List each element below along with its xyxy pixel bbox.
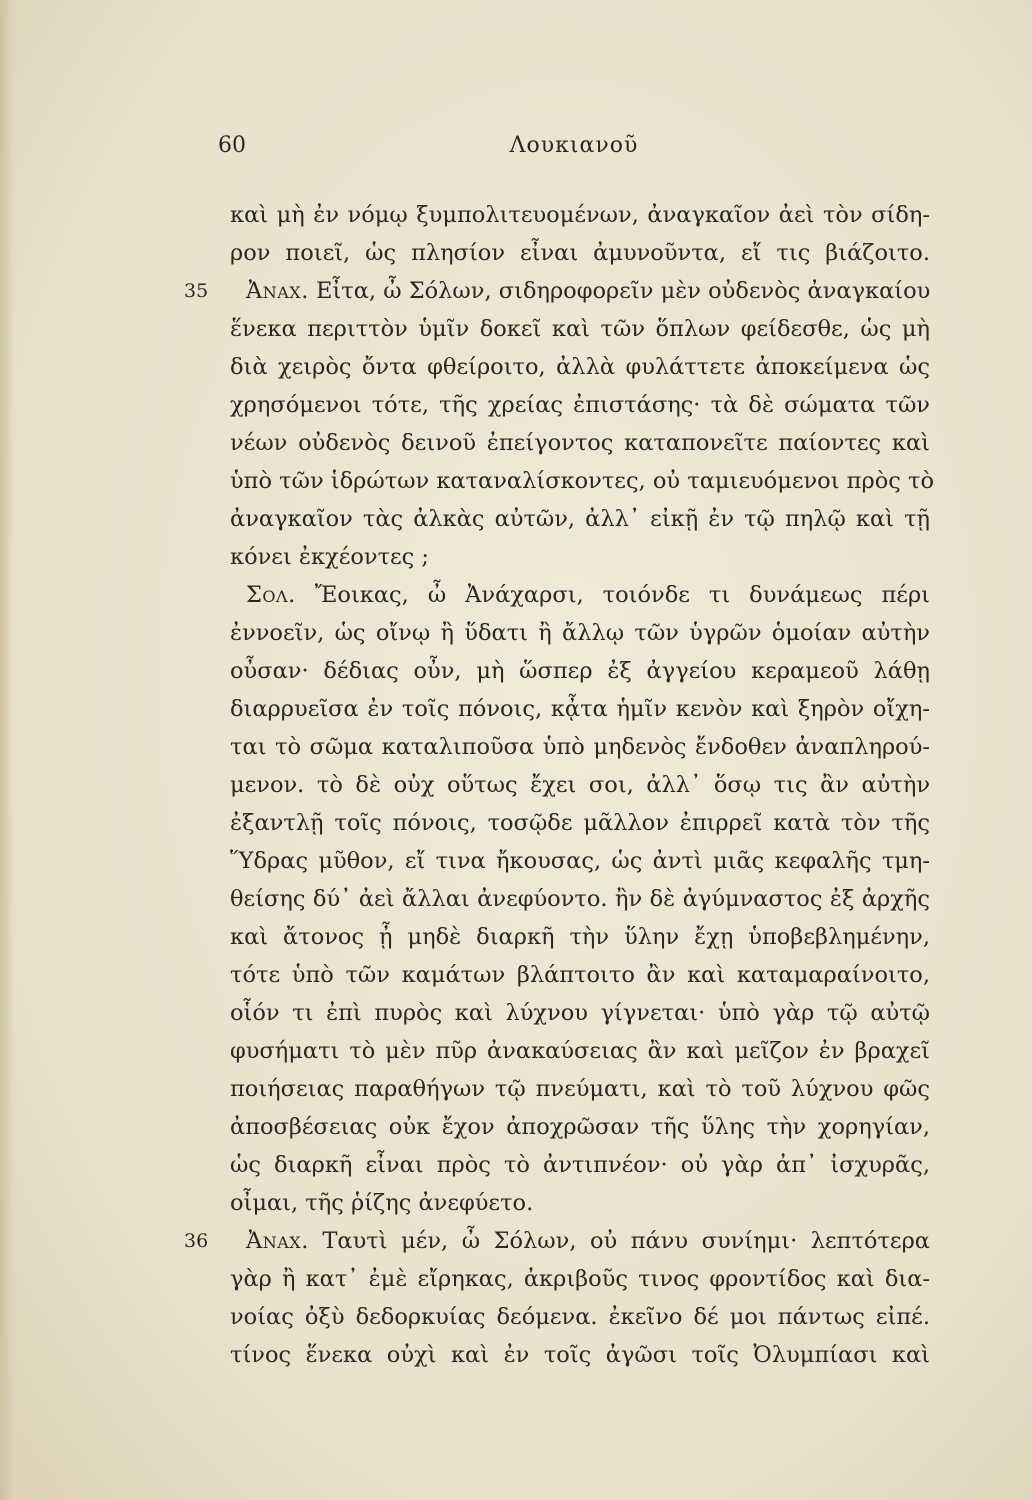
line-text: ται τὸ σῶμα καταλιποῦσα ὑπὸ μηδενὸς ἔνδοθεν ἀναπληρού- bbox=[230, 734, 930, 760]
line-text: ἐννοεῖν, ὡς οἴνῳ ἢ ὕδατι ἢ ἄλλῳ τῶν ὑγρῶν ὁμοίαν αὐτὴν bbox=[230, 620, 930, 646]
section-number: 36 bbox=[184, 1230, 209, 1252]
text-line bbox=[230, 1032, 930, 1070]
text-line bbox=[230, 766, 930, 804]
text-line bbox=[230, 234, 930, 272]
line-text: ἀποσβέσειας οὐκ ἔχον ἀποχρῶσαν τῆς ὕλης τὴν χορηγίαν, bbox=[230, 1114, 930, 1140]
line-text: γὰρ ἢ κατ᾽ ἐμὲ εἴρηκας, ἀκριβοῦς τινος φροντίδος καὶ δια- bbox=[230, 1266, 930, 1292]
text-line bbox=[230, 1336, 930, 1374]
line-text: ἕνεκα περιττὸν ὑμῖν δοκεῖ καὶ τῶν ὅπλων φείδεσθε, ὡς μὴ bbox=[230, 316, 930, 342]
text-line bbox=[230, 462, 934, 500]
text-line bbox=[230, 1146, 930, 1184]
text-line bbox=[230, 1260, 930, 1298]
line-text: ὑπὸ τῶν ἱδρώτων καταναλίσκοντες, οὐ ταμιευόμενοι πρὸς τὸ bbox=[230, 468, 934, 494]
text-line bbox=[184, 272, 931, 310]
text-line bbox=[230, 1070, 930, 1108]
line-text: ποιήσειας παραθήγων τῷ πνεύματι, καὶ τὸ τοῦ λύχνου φῶς bbox=[230, 1076, 930, 1102]
text-line bbox=[230, 994, 930, 1032]
page-header bbox=[218, 133, 930, 165]
line-text: Ὕδρας μῦθον, εἴ τινα ἤκουσας, ὡς ἀντὶ μιᾶς κεφαλῆς τμη- bbox=[230, 848, 930, 874]
line-text: μενον. τὸ δὲ οὐχ οὕτως ἔχει σοι, ἀλλ᾽ ὅσῳ τις ἂν αὐτὴν bbox=[230, 772, 930, 798]
text-line bbox=[230, 424, 930, 462]
line-text: διὰ χειρὸς ὄντα φθείροιτο, ἀλλὰ φυλάττετε ἀποκείμενα ὡς bbox=[230, 354, 930, 380]
speaker-name: Σολ. bbox=[246, 582, 296, 608]
text-line bbox=[230, 386, 930, 424]
line-text: ρον ποιεῖ, ὡς πλησίον εἶναι ἀμυνοῦντα, εἴ τις βιάζοιτο. bbox=[230, 240, 930, 266]
line-text: θείσης δύ᾽ ἀεὶ ἄλλαι ἀνεφύοντο. ἢν δὲ ἀγύμναστος ἐξ ἀρχῆς bbox=[230, 886, 930, 912]
text-line bbox=[230, 918, 930, 956]
line-text: καὶ ἄτονος ᾖ μηδὲ διαρκῆ τὴν ὕλην ἔχῃ ὑποβεβλημένην, bbox=[230, 924, 930, 950]
text-line bbox=[230, 880, 930, 918]
text-line bbox=[230, 652, 930, 690]
line-text: τότε ὑπὸ τῶν καμάτων βλάπτοιτο ἂν καὶ καταμαραίνοιτο, bbox=[230, 962, 930, 988]
text-line bbox=[230, 348, 930, 386]
line-text: Ταυτὶ μέν, ὦ Σόλων, οὐ πάνυ συνίημι· λεπτότερα bbox=[322, 1228, 930, 1254]
line-text: ἀναγκαῖον τὰς ἀλκὰς αὐτῶν, ἀλλ᾽ εἰκῇ ἐν τῷ πηλῷ καὶ τῇ bbox=[230, 506, 930, 532]
text-line bbox=[230, 842, 930, 880]
text-line bbox=[230, 690, 930, 728]
text-line bbox=[230, 1108, 930, 1146]
line-text: τίνος ἕνεκα οὐχὶ καὶ ἐν τοῖς ἀγῶσι τοῖς Ὀλυμπίασι καὶ bbox=[230, 1342, 930, 1368]
text-line bbox=[230, 538, 930, 576]
text-line bbox=[230, 804, 930, 842]
line-text: κόνει ἐκχέοντες ; bbox=[230, 544, 430, 570]
line-text: φυσήματι τὸ μὲν πῦρ ἀνακαύσειας ἂν καὶ μεῖζον ἐν βραχεῖ bbox=[230, 1038, 930, 1064]
line-text: οἶμαι, τῆς ῥίζης ἀνεφύετο. bbox=[230, 1190, 534, 1216]
section-number: 35 bbox=[184, 280, 209, 302]
text-line bbox=[230, 1184, 930, 1222]
text-line bbox=[184, 1222, 930, 1260]
text-line bbox=[230, 728, 930, 766]
text-line bbox=[230, 196, 930, 234]
page-number: 60 bbox=[218, 133, 246, 158]
speaker-name: Ἀναχ. bbox=[246, 278, 309, 304]
speaker-name: Ἀναχ. bbox=[246, 1228, 309, 1254]
line-text: καὶ μὴ ἐν νόμῳ ξυμπολιτευομένων, ἀναγκαῖον ἀεὶ τὸν σίδη- bbox=[230, 202, 930, 228]
text-block bbox=[184, 196, 934, 1374]
line-text: ὡς διαρκῆ εἶναι πρὸς τὸ ἀντιπνέον· οὐ γὰρ ἀπ᾽ ἰσχυρᾶς, bbox=[230, 1152, 930, 1178]
text-line bbox=[230, 1298, 930, 1336]
running-title: Λουκιανοῦ bbox=[509, 133, 639, 158]
text-line bbox=[230, 956, 930, 994]
line-text: ἐξαντλῇ τοῖς πόνοις, τοσῷδε μᾶλλον ἐπιρρεῖ κατὰ τὸν τῆς bbox=[230, 810, 930, 836]
line-text: οὖσαν· δέδιας οὖν, μὴ ὥσπερ ἐξ ἀγγείου κεραμεοῦ λάθῃ bbox=[230, 658, 930, 684]
line-text: Εἶτα, ὦ Σόλων, σιδηροφορεῖν μὲν οὐδενὸς ἀναγκαίου bbox=[316, 278, 931, 304]
line-text: νοίας ὀξὺ δεδορκυίας δεόμενα. ἐκεῖνο δέ μοι πάντως εἰπέ. bbox=[230, 1304, 930, 1330]
binding-edge bbox=[0, 0, 14, 1500]
text-line bbox=[230, 500, 930, 538]
line-text: χρησόμενοι τότε, τῆς χρείας ἐπιστάσης· τὰ δὲ σώματα τῶν bbox=[230, 392, 930, 418]
text-line bbox=[230, 310, 930, 348]
line-text: διαρρυεῖσα ἐν τοῖς πόνοις, κᾆτα ἡμῖν κενὸν καὶ ξηρὸν οἴχη- bbox=[230, 696, 930, 722]
text-line bbox=[230, 614, 930, 652]
line-text: οἷόν τι ἐπὶ πυρὸς καὶ λύχνου γίγνεται· ὑπὸ γὰρ τῷ αὐτῷ bbox=[230, 1000, 930, 1026]
text-line bbox=[230, 576, 930, 614]
line-text: νέων οὐδενὸς δεινοῦ ἐπείγοντος καταπονεῖτε παίοντες καὶ bbox=[230, 430, 930, 456]
line-text: Ἔοικας, ὦ Ἀνάχαρσι, τοιόνδε τι δυνάμεως πέρι bbox=[314, 582, 931, 608]
